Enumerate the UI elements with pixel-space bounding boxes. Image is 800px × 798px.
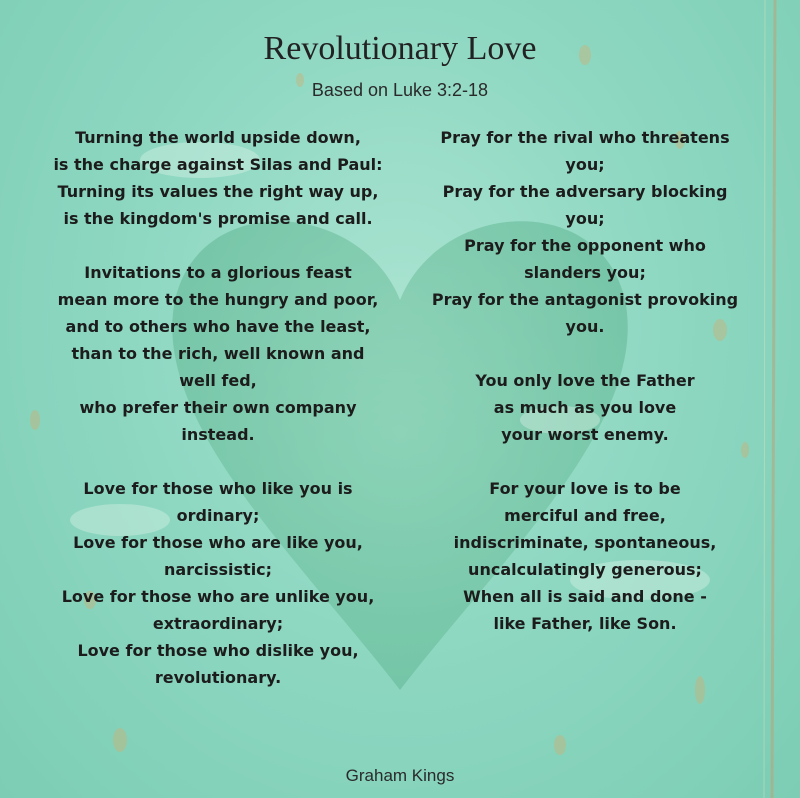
poem-line: uncalculatingly generous; xyxy=(468,560,702,579)
poem-line: extraordinary; xyxy=(152,614,284,633)
poem-line: narcissistic; xyxy=(163,560,273,579)
poem-line: For your love is to be xyxy=(489,479,681,498)
poem-line: Turning the world upside down, xyxy=(75,128,361,147)
stanza xyxy=(18,124,418,232)
poem-line: Invitations to a glorious feast xyxy=(84,263,352,282)
poem-subtitle: Based on Luke 3:2-18 xyxy=(311,80,489,100)
poem-line: you; xyxy=(565,209,605,228)
poem-line: who prefer their own company xyxy=(79,398,357,417)
poem-line: your worst enemy. xyxy=(501,425,669,444)
poem-line: Pray for the rival who threatens xyxy=(440,128,730,147)
poem-line: Pray for the antagonist provoking xyxy=(431,290,739,309)
poem-line: Love for those who are unlike you, xyxy=(61,587,375,606)
poem-line: is the charge against Silas and Paul: xyxy=(53,155,383,174)
poem-line: is the kingdom's promise and call. xyxy=(63,209,373,228)
poem-line: mean more to the hungry and poor, xyxy=(57,290,379,309)
poem-line: you; xyxy=(565,155,605,174)
poem-line: instead. xyxy=(181,425,255,444)
poem-line: and to others who have the least, xyxy=(65,317,371,336)
poem-line: revolutionary. xyxy=(154,668,282,687)
poem-line: Pray for the opponent who xyxy=(464,236,706,255)
left-column xyxy=(18,124,418,718)
poem-line: Love for those who like you is xyxy=(83,479,353,498)
poem-line: Love for those who are like you, xyxy=(73,533,363,552)
poem-line: indiscriminate, spontaneous, xyxy=(453,533,717,552)
poem-line: as much as you love xyxy=(493,398,677,417)
poem-title: Revolutionary Love xyxy=(263,30,537,67)
stanza xyxy=(18,475,418,691)
poem-line: like Father, like Son. xyxy=(493,614,677,633)
poem-line: merciful and free, xyxy=(504,506,666,525)
poem-line: Pray for the adversary blocking xyxy=(442,182,728,201)
poem-author: Graham Kings xyxy=(345,766,455,785)
stanza xyxy=(404,367,766,448)
poem-line: Turning its values the right way up, xyxy=(57,182,379,201)
stanza xyxy=(404,475,766,637)
poem-line: you. xyxy=(565,317,605,336)
poem-line: You only love the Father xyxy=(475,371,695,390)
poem-line: than to the rich, well known and xyxy=(71,344,365,363)
poem-line: ordinary; xyxy=(176,506,260,525)
poem-line: When all is said and done - xyxy=(463,587,707,606)
poem-line: well fed, xyxy=(179,371,257,390)
poem-line: slanders you; xyxy=(524,263,646,282)
stanza xyxy=(404,124,766,340)
poem-line: Love for those who dislike you, xyxy=(77,641,359,660)
right-column xyxy=(404,124,766,664)
stanza xyxy=(18,259,418,448)
